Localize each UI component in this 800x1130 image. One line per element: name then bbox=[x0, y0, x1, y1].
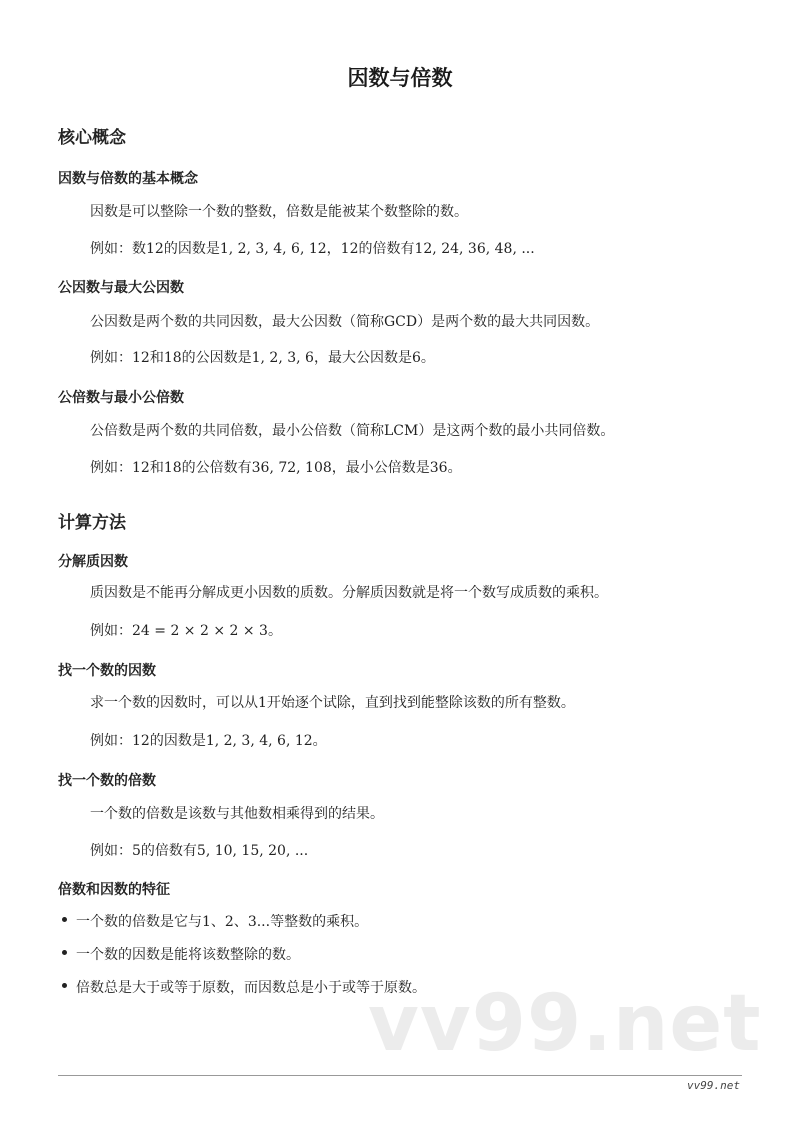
paragraph-definition: 公倍数是两个数的共同倍数，最小公倍数（简称LCM）是这两个数的最小共同倍数。 bbox=[90, 423, 615, 439]
paragraph-definition: 求一个数的因数时，可以从1开始逐个试除，直到找到能整除该数的所有整数。 bbox=[90, 695, 575, 711]
list-item bbox=[76, 944, 300, 964]
paragraph-example: 例如：12的因数是1, 2, 3, 4, 6, 12。 bbox=[90, 733, 327, 749]
list-item-text: 一个数的倍数是它与1、2、3...等整数的乘积。 bbox=[76, 914, 369, 930]
subsection-heading-characteristics: 倍数和因数的特征 bbox=[58, 882, 170, 898]
paragraph-definition: 质因数是不能再分解成更小因数的质数。分解质因数就是将一个数写成质数的乘积。 bbox=[90, 585, 608, 601]
subsection-heading-prime-factorization: 分解质因数 bbox=[58, 554, 128, 570]
paragraph-example: 例如：24 = 2 × 2 × 2 × 3。 bbox=[90, 623, 282, 639]
paragraph-example: 例如：5的倍数有5, 10, 15, 20, ... bbox=[90, 843, 309, 859]
paragraph-example: 例如：12和18的公倍数有36, 72, 108，最小公倍数是36。 bbox=[90, 460, 462, 476]
subsection-heading-gcd: 公因数与最大公因数 bbox=[58, 280, 184, 296]
paragraph-definition: 公因数是两个数的共同因数，最大公因数（简称GCD）是两个数的最大共同因数。 bbox=[90, 314, 600, 330]
footer-text: vv99.net bbox=[687, 1079, 740, 1092]
page-title: 因数与倍数 bbox=[347, 66, 453, 90]
bullet-icon bbox=[62, 950, 67, 955]
section-heading-methods: 计算方法 bbox=[58, 513, 126, 533]
list-item-text: 倍数总是大于或等于原数，而因数总是小于或等于原数。 bbox=[76, 980, 426, 996]
subsection-heading-find-factors: 找一个数的因数 bbox=[58, 663, 156, 679]
subsection-heading-find-multiples: 找一个数的倍数 bbox=[58, 773, 156, 789]
paragraph-definition: 因数是可以整除一个数的整数，倍数是能被某个数整除的数。 bbox=[90, 204, 468, 220]
paragraph-example: 例如：12和18的公因数是1, 2, 3, 6，最大公因数是6。 bbox=[90, 350, 435, 366]
watermark: vv99.net bbox=[368, 979, 762, 1069]
footer-divider bbox=[58, 1075, 742, 1076]
section-heading-core-concepts: 核心概念 bbox=[58, 128, 126, 148]
paragraph-example: 例如：数12的因数是1, 2, 3, 4, 6, 12，12的倍数有12, 24, 36, 48, ... bbox=[90, 241, 535, 257]
list-item bbox=[76, 911, 368, 931]
paragraph-definition: 一个数的倍数是该数与其他数相乘得到的结果。 bbox=[90, 806, 384, 822]
bullet-icon bbox=[62, 917, 67, 922]
subsection-heading-basic-concepts: 因数与倍数的基本概念 bbox=[58, 171, 198, 187]
subsection-heading-lcm: 公倍数与最小公倍数 bbox=[58, 390, 184, 406]
list-item-text: 一个数的因数是能将该数整除的数。 bbox=[76, 947, 300, 963]
bullet-icon bbox=[62, 983, 67, 988]
